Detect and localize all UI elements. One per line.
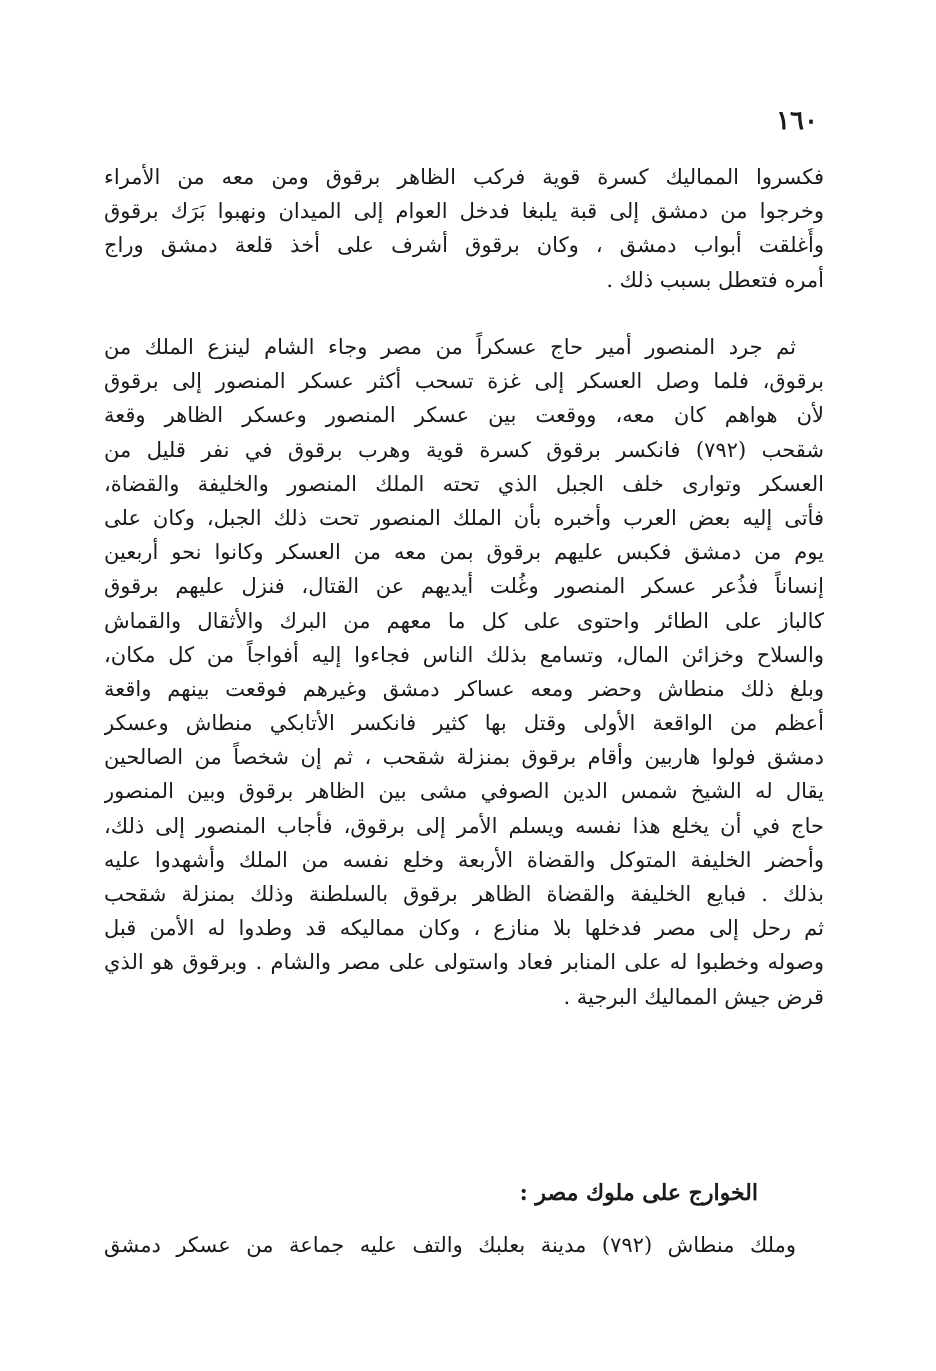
- text-line: وملك منطاش (٧٩٢) مدينة بعلبك والتف عليه جماعة من عسكر دمشق: [104, 1233, 796, 1257]
- text-line: بذلك . فبايع الخليفة والقضاة الظاهر برقوق بالسلطنة وذلك بمنزلة شقحب: [104, 882, 824, 906]
- section-heading: الخوارج على ملوك مصر :: [519, 1180, 758, 1206]
- paragraph-3: [104, 1228, 824, 1262]
- text-line: وأحضر الخليفة المتوكل والقضاة الأربعة وخلع نفسه من الملك وأشهدوا عليه: [104, 847, 824, 872]
- text-line: والسلاح وخزائن المال، وتسامع بذلك الناس فجاءوا إليه أفواجاً من كل مكان،: [104, 642, 824, 667]
- text-line: شقحب (٧٩٢) فانكسر برقوق كسرة قوية وهرب برقوق في نفر قليل من: [104, 437, 824, 462]
- text-line: لأن هواهم كان معه، ووقعت بين عسكر المنصور وعسكر الظاهر وقعة: [104, 403, 824, 428]
- text-line: فأتى إليه بعض العرب وأخبره بأن الملك المنصور تحت ذلك الجبل، وكان على: [104, 505, 824, 530]
- text-line: برقوق، فلما وصل العسكر إلى غزة تسحب أكثر عسكر المنصور إلى برقوق: [104, 369, 824, 394]
- text-line: كالباز على الطائر واحتوى على كل ما معهم من البرك والأثقال والقماش: [104, 608, 824, 633]
- text-line: ثم جرد المنصور أمير حاج عسكراً من مصر وجاء الشام لينزع الملك من: [104, 335, 796, 359]
- paragraph-2: [104, 330, 824, 1014]
- text-line: يوم من دمشق فكبس عليهم برقوق بمن معه من العسكر وكانوا نحو أربعين: [104, 540, 824, 565]
- text-line: دمشق فولوا هاربين وأقام برقوق بمنزلة شقحب ، ثم إن شخصاً من الصالحين: [104, 745, 824, 770]
- text-line: العسكر وتوارى خلف الجبل الذي تحته الملك المنصور والخليفة والقضاة،: [104, 471, 824, 496]
- text-line: أعظم من الواقعة الأولى وقتل بها كثير فانكسر الأتابكي منطاش وعسكر: [104, 711, 824, 736]
- text-line: وأُغلقت أبواب دمشق ، وكان برقوق أشرف على أخذ قلعة دمشق وراج: [104, 233, 824, 258]
- paragraph-1: [104, 160, 824, 297]
- text-line: فكسروا المماليك كسرة قوية فركب الظاهر برقوق ومن معه من الأمراء: [104, 165, 824, 189]
- page-number: ١٦٠: [776, 106, 818, 136]
- text-line: وخرجوا من دمشق إلى قبة يلبغا فدخل العوام إلى الميدان ونهبوا بَرَك برقوق: [104, 199, 824, 224]
- text-line: أمره فتعطل بسبب ذلك .: [606, 267, 824, 292]
- text-line: حاج في أن يخلع هذا نفسه ويسلم الأمر إلى برقوق، فأجاب المنصور إلى ذلك،: [104, 813, 824, 838]
- text-line: وصوله وخطبوا له على المنابر فعاد واستولى على مصر والشام . وبرقوق هو الذي: [104, 950, 824, 975]
- text-line: وبلغ ذلك منطاش وحضر ومعه عساكر دمشق وغيرهم فوقعت بينهم واقعة: [104, 676, 824, 701]
- text-line: يقال له الشيخ شمس الدين الصوفي مشى بين الظاهر برقوق وبين المنصور: [104, 779, 824, 804]
- text-line: ثم رحل إلى مصر فدخلها بلا منازع ، وكان مماليكه قد وطدوا له الأمن قبل: [104, 916, 824, 941]
- text-line: إنساناً فذُعر عسكر المنصور وغُلت أيديهم عن القتال، فنزل عليهم برقوق: [104, 574, 824, 599]
- text-line: قرض جيش المماليك البرجية .: [563, 984, 824, 1009]
